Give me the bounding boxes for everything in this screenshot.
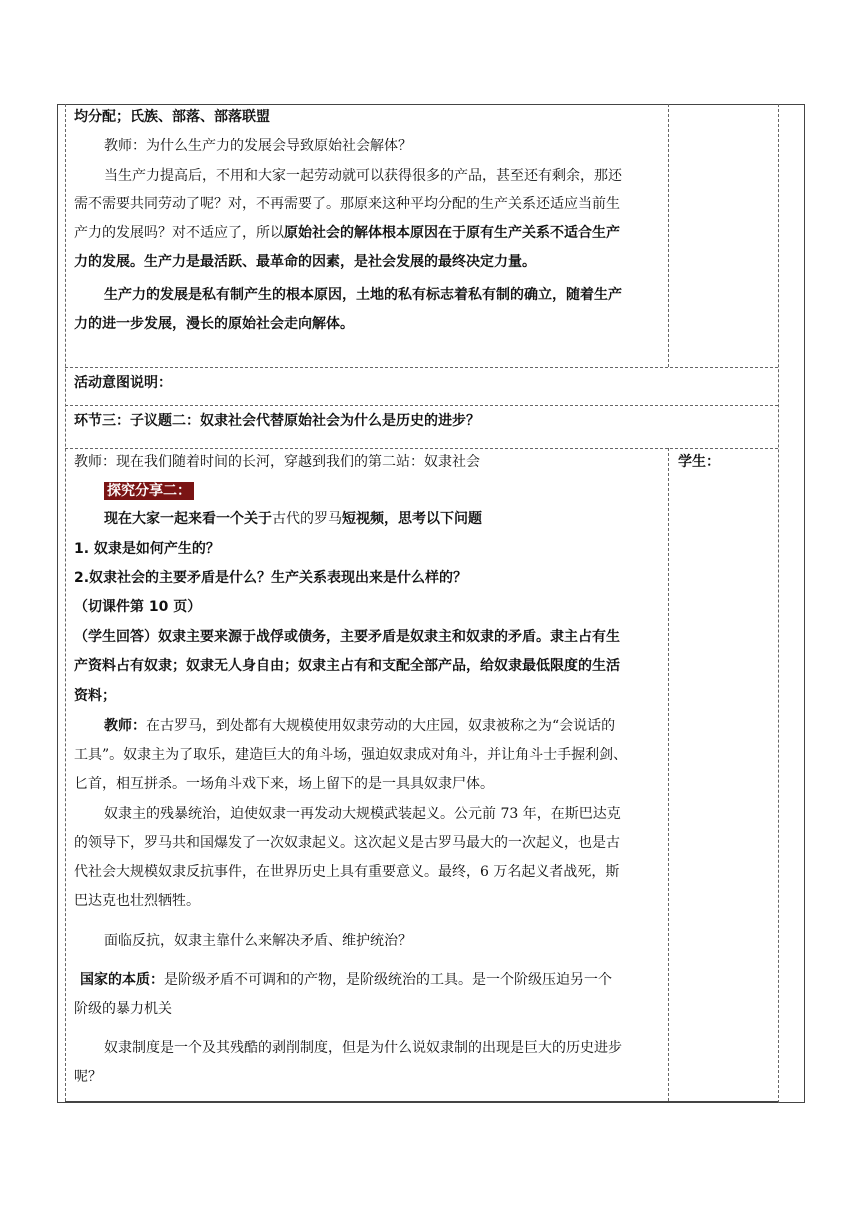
section1-teacher-question: 教师：为什么生产力的发展会导致原始社会解体？ [104,138,412,154]
teacher-rome-line2: 工具”。奴隶主为了取乐，建造巨大的角斗场，强迫奴隶成对角斗，并让角斗士手握利剑、 [74,747,628,763]
section1-line4: 需不需要共同劳动了呢？对，不再需要了。那原来这种平均分配的生产关系还适应当前生 [74,196,620,212]
column-divider-bottom [668,448,669,1101]
section3-title: 环节三：子议题二：奴隶社会代替原始社会为什么是历史的进步？ [74,413,480,429]
teacher-rome-line1 [104,716,615,736]
table-bottom-border [65,1101,778,1102]
state-essence-text: 是阶级矛盾不可调和的产物，是阶级统治的工具。是一个阶级压迫另一个 [164,972,612,988]
explore-share-badge-text: 探究分享二： [104,482,194,500]
section3-intro: 教师：现在我们随着时间的长河，穿越到我们的第二站：奴隶社会 [74,454,480,470]
answer-prefix: （学生回答） [74,629,158,645]
state-essence-line1 [80,970,612,990]
section1-line5 [74,223,620,243]
row-divider-2 [65,405,778,406]
answer-line1 [74,627,620,647]
answer-line2: 产资料占有奴隶；奴隶无人身自由；奴隶主占有和支配全部产品，给奴隶最低限度的生活 [74,658,620,674]
section1-line7: 生产力的发展是私有制产生的根本原因，土地的私有标志着私有制的确立，随着生产 [104,287,622,303]
explore-share-badge [104,481,194,501]
state-essence-line2: 阶级的暴力机关 [74,1001,172,1017]
teacher-rome-line1-text: 在古罗马，到处都有大规模使用奴隶劳动的大庄园，奴隶被称之为“会说话的 [146,718,616,734]
section1-line5-bold: 原始社会的解体根本原因在于原有生产关系不适合生产 [284,225,620,241]
row-divider-3 [65,448,778,449]
slavery-progress-line2: 呢？ [74,1069,102,1085]
question-2: 2.奴隶社会的主要矛盾是什么？生产关系表现出来是什么样的？ [74,570,468,586]
section1-line8: 力的进一步发展，漫长的原始社会走向解体。 [74,316,354,332]
table-inner-right-border [778,104,780,1103]
answer-line3: 资料； [74,688,116,704]
student-label: 学生： [678,454,720,470]
answer-line1-text: 奴隶主要来源于战俘或债务，主要矛盾是奴隶主和奴隶的矛盾。隶主占有生 [158,629,620,645]
slide-note: （切课件第 10 页） [74,599,202,615]
video-prompt [104,509,482,529]
resistance-question: 面临反抗，奴隶主靠什么来解决矛盾、维护统治？ [104,933,412,949]
section1-line5-plain: 产力的发展吗？对不适应了，所以 [74,225,284,241]
revolt-line4: 巴达克也壮烈牺牲。 [74,893,200,909]
table-inner-left-border [65,104,66,1101]
section1-line6: 力的发展。生产力是最活跃、最革命的因素，是社会发展的最终决定力量。 [74,254,536,270]
teacher-rome-line3: 匕首，相互拼杀。一场角斗戏下来，场上留下的是一具具奴隶尸体。 [74,776,494,792]
state-essence-label: 国家的本质： [80,972,164,988]
slavery-progress-line1: 奴隶制度是一个及其残酷的剥削制度，但是为什么说奴隶制的出现是巨大的历史进步 [104,1040,622,1056]
video-prompt-c: 短视频，思考以下问题 [342,511,482,527]
revolt-line3: 代社会大规模奴隶反抗事件，在世界历史上具有重要意义。最终，6 万名起义者战死，斯 [74,864,620,880]
revolt-line1: 奴隶主的残暴统治，迫使奴隶一再发动大规模武装起义。公元前 73 年，在斯巴达克 [104,806,621,822]
teacher-label: 教师： [104,718,146,734]
video-prompt-a: 现在大家一起来看一个关于 [104,511,272,527]
activity-intent-label: 活动意图说明： [74,375,172,391]
revolt-line2: 的领导下，罗马共和国爆发了一次奴隶起义。这次起义是古罗马最大的一次起义，也是古 [74,835,620,851]
column-divider-top [668,104,669,367]
video-prompt-b: 古代的罗马 [272,511,342,527]
row-divider-1 [65,367,778,368]
question-1: 1. 奴隶是如何产生的？ [74,541,220,557]
section1-line3: 当生产力提高后，不用和大家一起劳动就可以获得很多的产品，甚至还有剩余，那还 [104,168,622,184]
section1-line1: 均分配；氏族、部落、部落联盟 [74,109,270,125]
